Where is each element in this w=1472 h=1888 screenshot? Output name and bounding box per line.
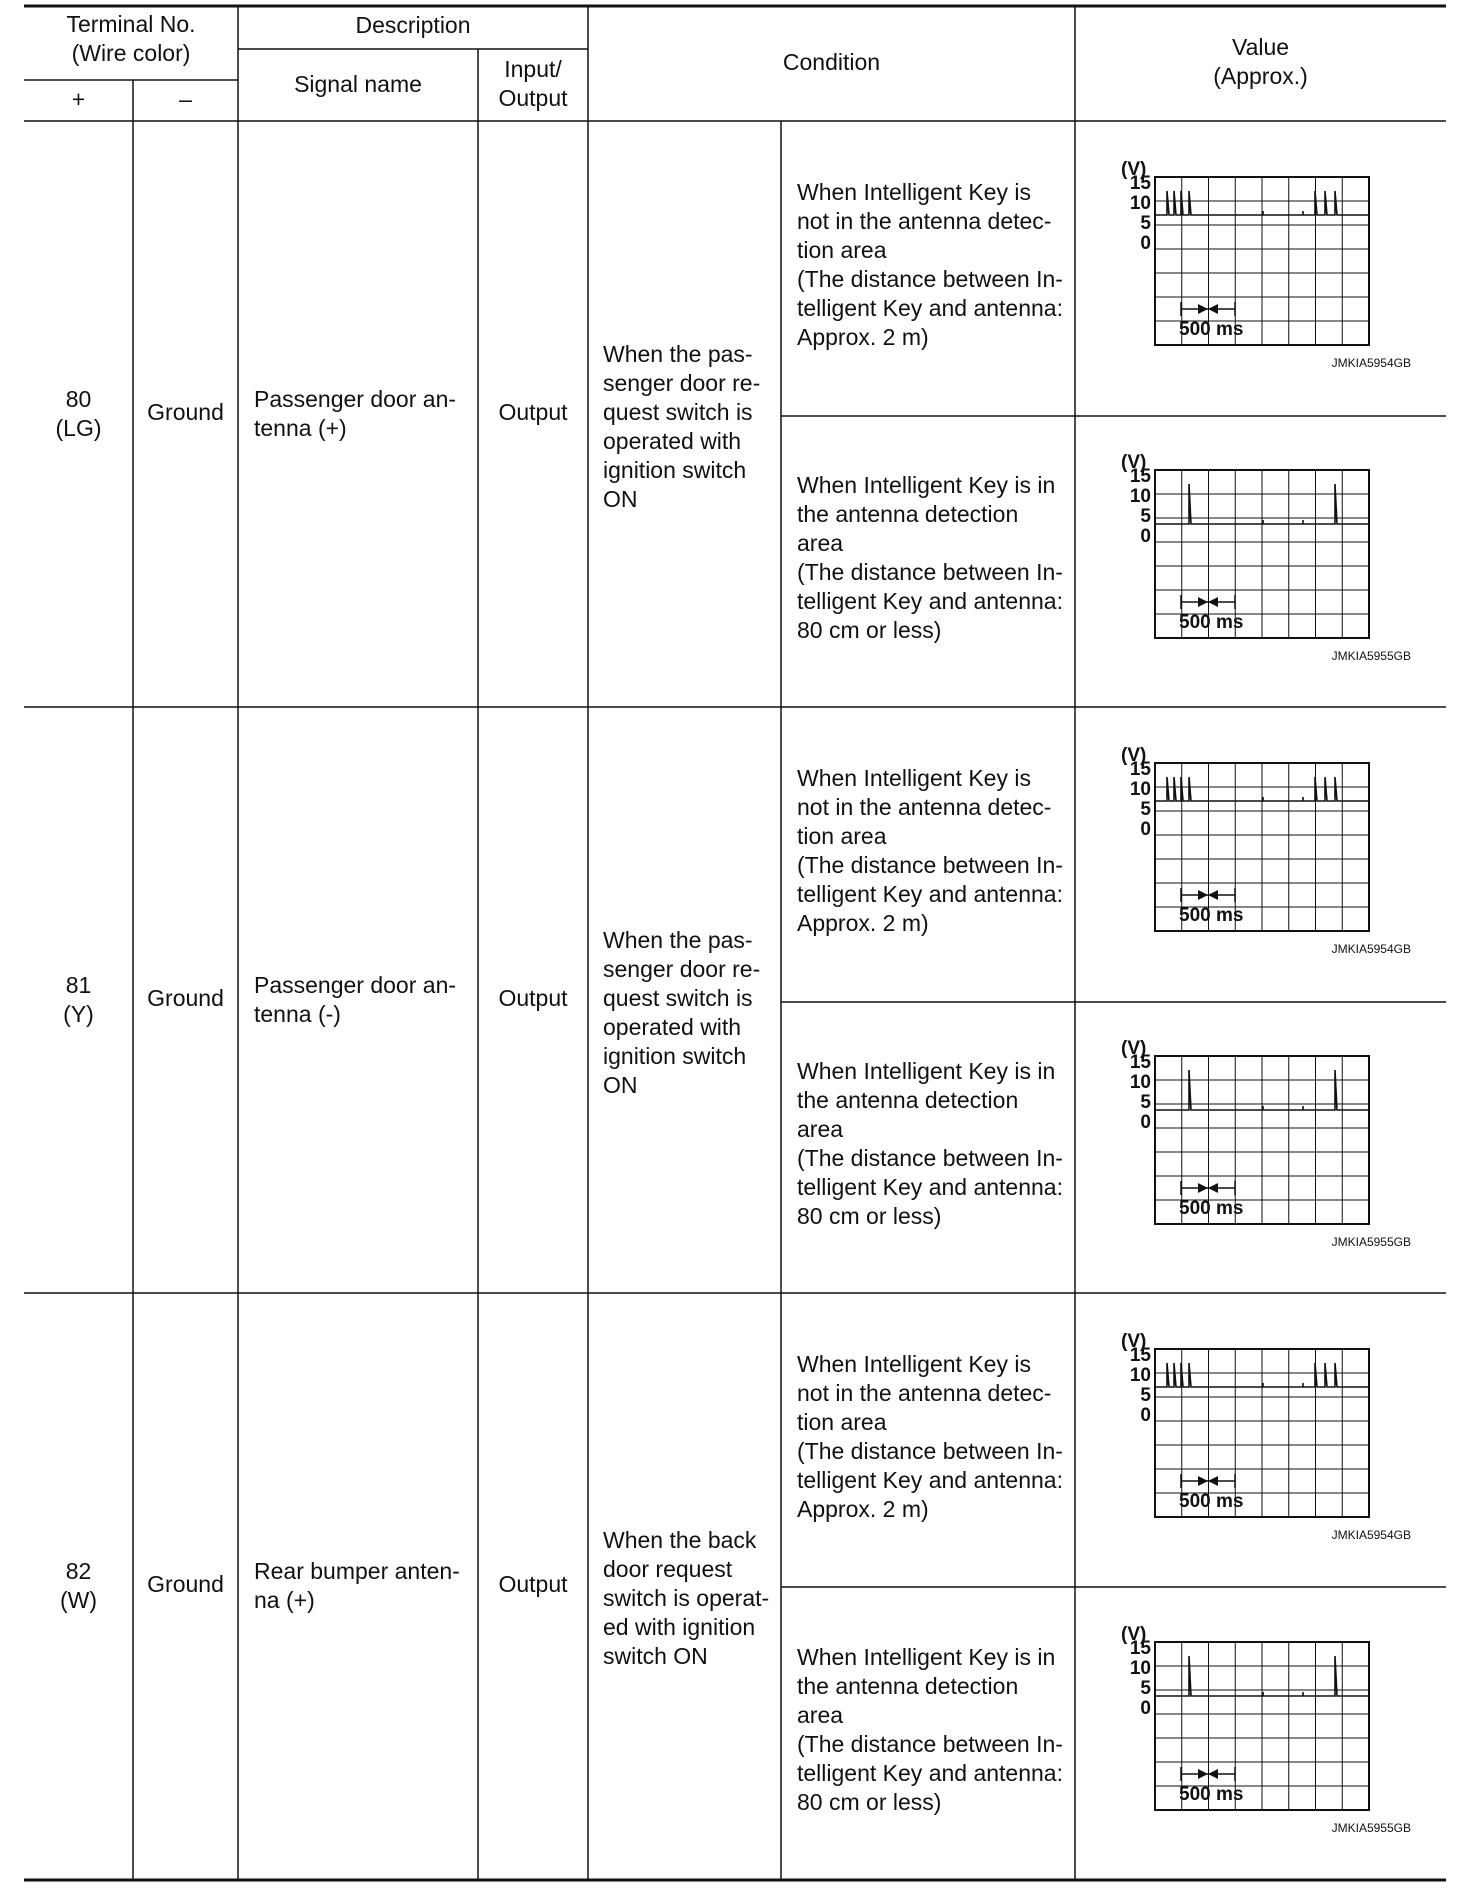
row-1-signal-name [254,385,476,443]
row-3-main-condition-line: When the back [603,1527,757,1553]
row-2-terminal-number: 81 [65,972,92,998]
waveform-tick-label: 5 [1140,506,1151,527]
arrow-head [1198,1183,1208,1193]
condition-line: When Intelligent Key is [797,765,1031,791]
figure-code: JMKIA5955GB [1331,649,1411,663]
row-1-main-condition-line: ON [603,486,638,512]
arrow-head [1198,890,1208,900]
header-terminal-no [24,10,238,68]
header-value-line1: Value [1231,34,1290,60]
row-3-main-condition-line: switch ON [603,1643,708,1669]
header-signal-name: Signal name [294,71,422,97]
condition-line: When Intelligent Key is [797,1351,1031,1377]
arrow-head [1208,890,1218,900]
condition-line: not in the antenna detec- [797,1380,1052,1406]
header-terminal-no-line2: (Wire color) [71,40,191,66]
condition-line: area [797,1702,844,1728]
figure-code: JMKIA5955GB [1331,1821,1411,1835]
arrow-head [1198,304,1208,314]
row-3-main-condition-line: door request [603,1556,733,1582]
row-1-signal-line2: tenna (+) [254,415,347,441]
waveform-plot [1115,135,1415,375]
condition-line: 80 cm or less) [797,1789,942,1815]
row-2-main-condition-line: When the pas- [603,927,753,953]
condition-line: tion area [797,237,887,263]
condition-line: When Intelligent Key is in [797,472,1056,498]
condition-line: (The distance between In- [797,852,1063,878]
row-3-signal-name [254,1557,476,1615]
waveform-tick-label: 10 [1129,1365,1151,1386]
row-1-sub-condition-a [797,178,1082,352]
waveform-plot [1115,1014,1415,1254]
row-2-signal-line2: tenna (-) [254,1001,341,1027]
row-3-signal-line2: na (+) [254,1587,315,1613]
arrow-head [1208,1183,1218,1193]
condition-line: telligent Key and antenna: [797,295,1063,321]
waveform-unit-label: (V) [1121,1624,1147,1645]
waveform-tick-label: 10 [1129,1658,1151,1679]
condition-line: telligent Key and antenna: [797,1467,1063,1493]
condition-line: not in the antenna detec- [797,794,1052,820]
row-2-sub-condition-b [797,1057,1082,1231]
waveform-plot [1115,721,1415,961]
row-2-sub-condition-a [797,764,1082,938]
waveform-tick-label: 5 [1140,1678,1151,1699]
header-condition: Condition [782,49,881,75]
waveform-tick-label: 15 [1129,759,1151,780]
header-value-line2: (Approx.) [1213,63,1308,89]
row-2-main-condition-line: ignition switch [603,1043,747,1069]
header-io-line2: Output [498,85,568,111]
row-2-signal-name [254,971,476,1029]
header-io-line1: Input/ [504,56,562,82]
time-division-label: 500 ms [1179,905,1244,926]
condition-line: telligent Key and antenna: [797,881,1063,907]
waveform-tick-label: 5 [1140,213,1151,234]
condition-line: When Intelligent Key is [797,179,1031,205]
condition-line: (The distance between In- [797,1438,1063,1464]
row-3-wire-color: (W) [59,1587,98,1613]
row-3-sub-condition-b [797,1643,1082,1817]
condition-line: When Intelligent Key is in [797,1058,1056,1084]
time-division-label: 500 ms [1179,1784,1244,1805]
waveform-figure [1115,1307,1415,1547]
condition-line: (The distance between In- [797,266,1063,292]
row-2-main-condition-line: senger door re- [603,956,761,982]
time-division-label: 500 ms [1179,319,1244,340]
waveform-unit-label: (V) [1121,1331,1147,1352]
waveform-tick-label: 15 [1129,1052,1151,1073]
header-input-output [478,55,588,113]
row-2-main-condition-line: ON [603,1072,638,1098]
row-3-ground: Ground [147,1571,224,1597]
row-1-main-condition [603,340,783,514]
waveform-tick-label: 0 [1140,819,1151,840]
condition-line: 80 cm or less) [797,617,942,643]
condition-line: the antenna detection [797,501,1019,527]
condition-line: area [797,530,844,556]
row-3-signal-line1: Rear bumper anten- [254,1558,460,1584]
condition-line: telligent Key and antenna: [797,1760,1063,1786]
arrow-head [1198,1769,1208,1779]
arrow-head [1198,1476,1208,1486]
row-3-main-condition-line: switch is operat- [603,1585,770,1611]
figure-code: JMKIA5954GB [1331,942,1411,956]
waveform-tick-label: 5 [1140,1385,1151,1406]
condition-line: Approx. 2 m) [797,324,929,350]
row-2-signal-line1: Passenger door an- [254,972,457,998]
header-value [1075,33,1446,91]
waveform-plot [1115,1600,1415,1840]
condition-line: telligent Key and antenna: [797,588,1063,614]
row-3-main-condition-line: ed with ignition [603,1614,756,1640]
arrow-head [1208,304,1218,314]
condition-line: the antenna detection [797,1673,1019,1699]
condition-line: area [797,1116,844,1142]
header-terminal-no-line1: Terminal No. [66,11,196,37]
row-1-terminal [24,385,133,443]
row-1-main-condition-line: quest switch is [603,399,753,425]
row-1-signal-line1: Passenger door an- [254,386,457,412]
condition-line: (The distance between In- [797,559,1063,585]
waveform-tick-label: 0 [1140,233,1151,254]
condition-line: (The distance between In- [797,1731,1063,1757]
row-3-main-condition [603,1526,783,1671]
condition-line: Approx. 2 m) [797,910,929,936]
row-2-main-condition [603,926,783,1100]
condition-line: tion area [797,1409,887,1435]
header-plus: + [71,86,86,112]
waveform-tick-label: 5 [1140,799,1151,820]
figure-code: JMKIA5954GB [1331,1528,1411,1542]
condition-line: (The distance between In- [797,1145,1063,1171]
waveform-unit-label: (V) [1121,159,1147,180]
row-2-ground: Ground [147,985,224,1011]
condition-line: When Intelligent Key is in [797,1644,1056,1670]
row-2-wire-color: (Y) [63,1001,94,1027]
row-2-main-condition-line: quest switch is [603,985,753,1011]
condition-line: 80 cm or less) [797,1203,942,1229]
row-1-main-condition-line: operated with [603,428,742,454]
condition-line: tion area [797,823,887,849]
time-division-label: 500 ms [1179,1491,1244,1512]
figure-code: JMKIA5955GB [1331,1235,1411,1249]
waveform-figure [1115,1014,1415,1254]
time-division-label: 500 ms [1179,1198,1244,1219]
row-1-main-condition-line: ignition switch [603,457,747,483]
waveform-tick-label: 15 [1129,466,1151,487]
time-division-label: 500 ms [1179,612,1244,633]
waveform-tick-label: 10 [1129,486,1151,507]
header-description: Description [355,12,471,38]
row-1-ground: Ground [147,399,224,425]
arrow-head [1208,1769,1218,1779]
waveform-plot [1115,428,1415,668]
row-1-main-condition-line: When the pas- [603,341,753,367]
waveform-tick-label: 5 [1140,1092,1151,1113]
waveform-figure [1115,721,1415,961]
waveform-tick-label: 15 [1129,1638,1151,1659]
waveform-tick-label: 10 [1129,1072,1151,1093]
row-2-io: Output [498,985,568,1011]
condition-line: not in the antenna detec- [797,208,1052,234]
waveform-unit-label: (V) [1121,1038,1147,1059]
condition-line: the antenna detection [797,1087,1019,1113]
row-1-sub-condition-b [797,471,1082,645]
header-minus: – [179,86,192,112]
row-2-main-condition-line: operated with [603,1014,742,1040]
waveform-plot [1115,1307,1415,1547]
row-1-main-condition-line: senger door re- [603,370,761,396]
row-3-sub-condition-a [797,1350,1082,1524]
row-1-terminal-number: 80 [65,386,92,412]
arrow-head [1208,597,1218,607]
waveform-tick-label: 15 [1129,173,1151,194]
waveform-unit-label: (V) [1121,745,1147,766]
waveform-figure [1115,428,1415,668]
row-1-io: Output [498,399,568,425]
figure-code: JMKIA5954GB [1331,356,1411,370]
arrow-head [1208,1476,1218,1486]
arrow-head [1198,597,1208,607]
waveform-figure [1115,135,1415,375]
waveform-figure [1115,1600,1415,1840]
row-2-terminal [24,971,133,1029]
row-3-terminal [24,1557,133,1615]
condition-line: telligent Key and antenna: [797,1174,1063,1200]
waveform-tick-label: 0 [1140,1405,1151,1426]
row-3-io: Output [498,1571,568,1597]
waveform-tick-label: 10 [1129,779,1151,800]
condition-line: Approx. 2 m) [797,1496,929,1522]
row-3-terminal-number: 82 [65,1558,92,1584]
row-1-wire-color: (LG) [55,415,102,441]
waveform-tick-label: 15 [1129,1345,1151,1366]
waveform-tick-label: 0 [1140,1112,1151,1133]
waveform-tick-label: 10 [1129,193,1151,214]
waveform-unit-label: (V) [1121,452,1147,473]
waveform-tick-label: 0 [1140,526,1151,547]
waveform-tick-label: 0 [1140,1698,1151,1719]
